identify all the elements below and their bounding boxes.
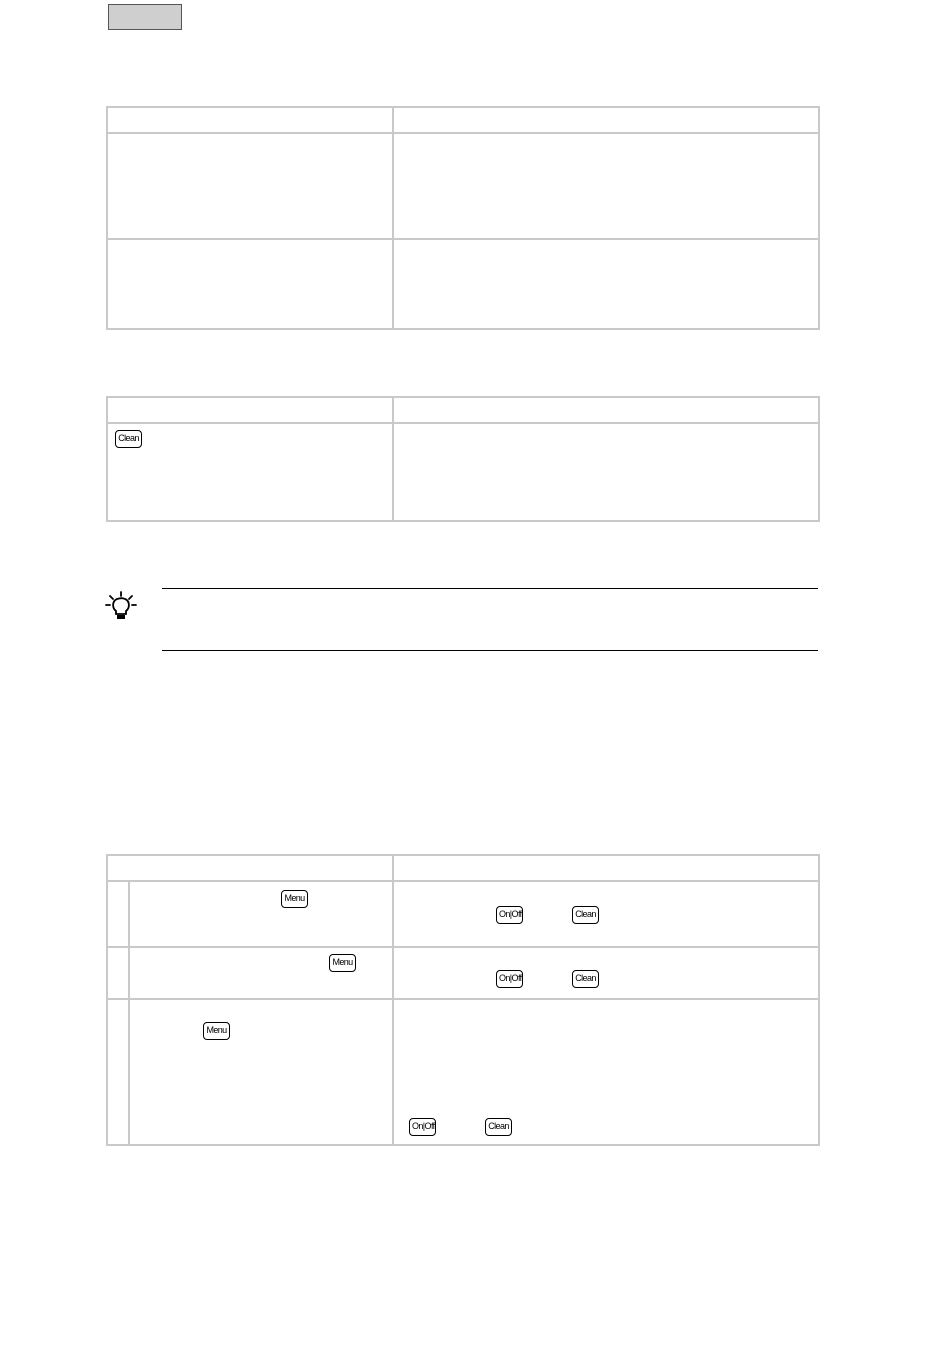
chapter-tab bbox=[108, 4, 182, 30]
table-1-header-cell-1 bbox=[107, 107, 393, 133]
table-row bbox=[107, 423, 819, 521]
table-3-header bbox=[107, 855, 819, 881]
onoff-key-icon: On|Off bbox=[496, 906, 523, 924]
tip-rule-bottom bbox=[162, 650, 818, 651]
table-2-header-cell-1 bbox=[107, 397, 393, 423]
table-1-header-cell-2 bbox=[393, 107, 819, 133]
menu-key-icon: Menu bbox=[329, 954, 356, 972]
menu-key-icon: Menu bbox=[203, 1022, 230, 1040]
table-2-header bbox=[107, 397, 819, 423]
table-row bbox=[107, 947, 819, 999]
table-3-header-cell-1 bbox=[107, 855, 393, 881]
table-1-header bbox=[107, 107, 819, 133]
onoff-key-icon: On|Off bbox=[496, 970, 523, 988]
table-row bbox=[107, 133, 819, 239]
table-3-header-cell-2 bbox=[393, 855, 819, 881]
menu-key-icon: Menu bbox=[281, 890, 308, 908]
lightbulb-icon bbox=[104, 590, 138, 624]
tip-rule-top bbox=[162, 588, 818, 589]
table-2-header-cell-2 bbox=[393, 397, 819, 423]
table-row bbox=[107, 881, 819, 947]
clean-key-icon: Clean bbox=[572, 906, 599, 924]
clean-key-icon: Clean bbox=[572, 970, 599, 988]
table-1 bbox=[106, 106, 820, 330]
table-3 bbox=[106, 854, 820, 1146]
table-2 bbox=[106, 396, 820, 522]
onoff-key-icon: On|Off bbox=[409, 1118, 436, 1136]
table-row bbox=[107, 999, 819, 1145]
table-row bbox=[107, 239, 819, 329]
clean-key-icon: Clean bbox=[485, 1118, 512, 1136]
clean-key-icon: Clean bbox=[115, 430, 142, 448]
